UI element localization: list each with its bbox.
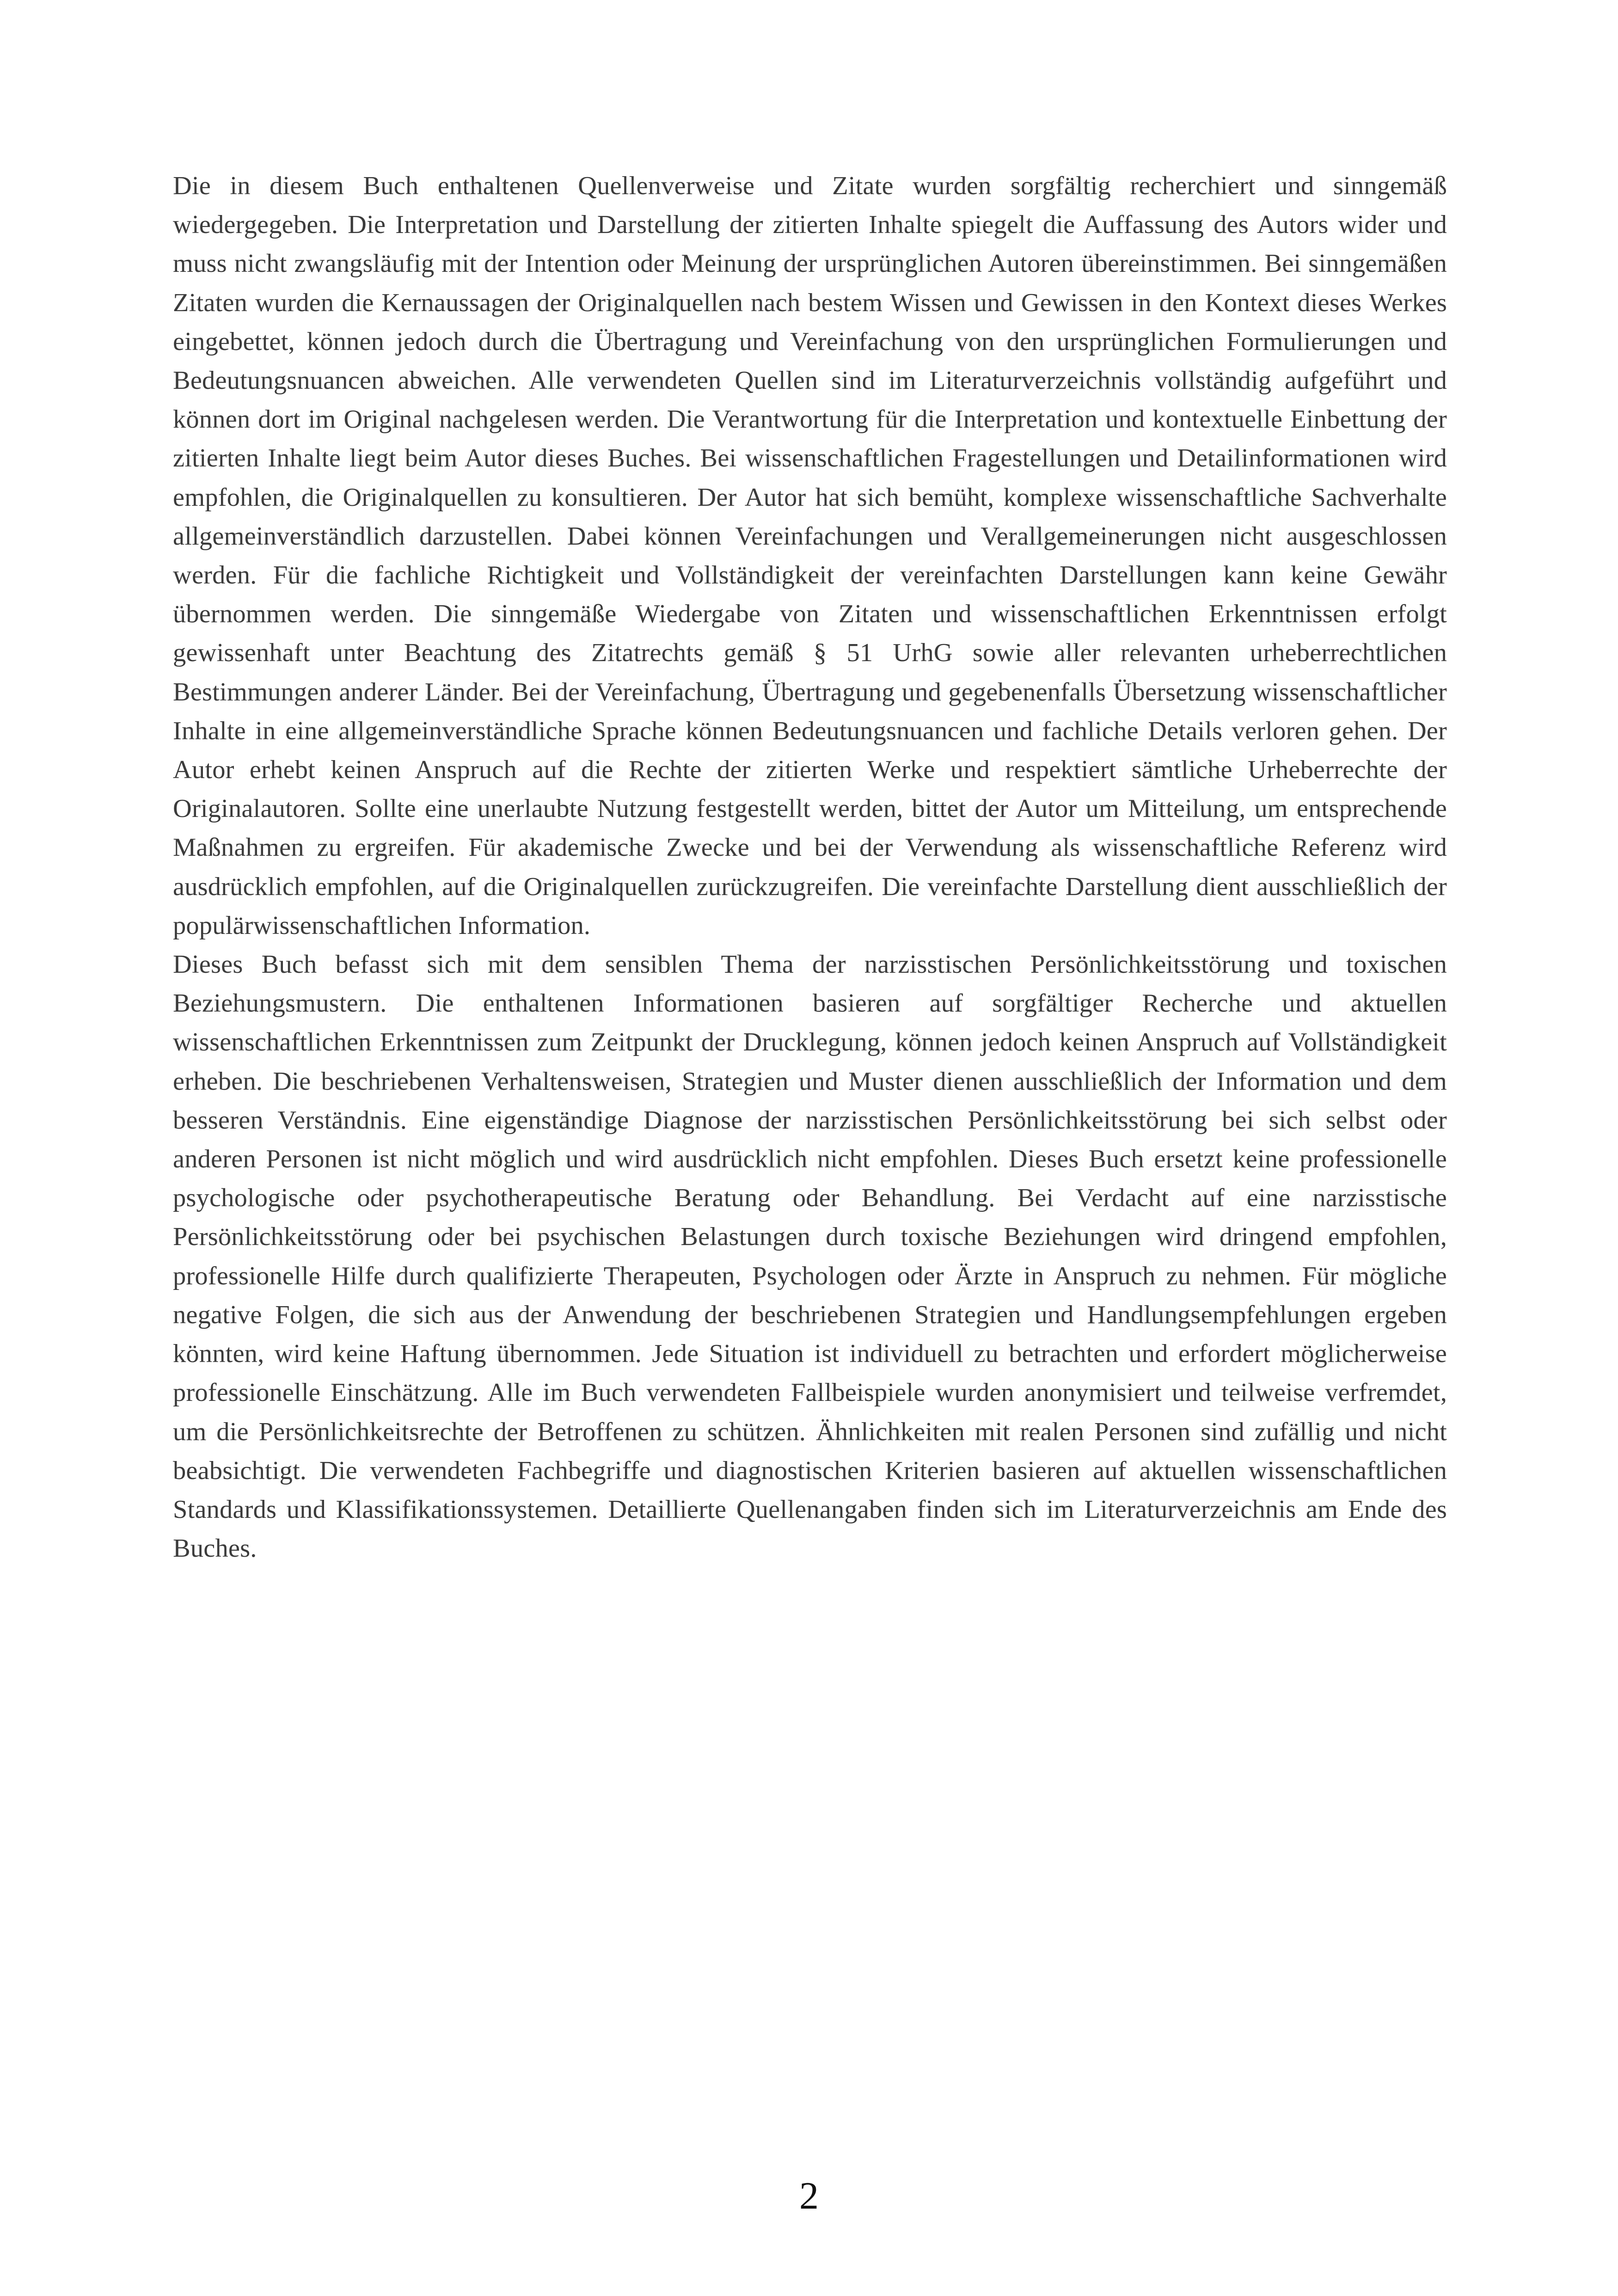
body-text (173, 166, 1447, 1568)
page-number: 2 (799, 2174, 819, 2217)
paragraph-sources-disclaimer: Die in diesem Buch enthaltenen Quellenverweise und Zitate wurden sorgfältig recherchiert und sinngemäß wiedergegeben. Die Interpretation und Darstellung der zitierten Inhalte spiegelt die Auffassung des Autors wider und muss nicht zwangsläufig mit der Intention oder Meinung der ursprünglichen Autoren übereinstimmen. Bei sinngemäßen Zitaten wurden die Kernaussagen der Originalquellen nach bestem Wissen und Gewissen in den Kontext dieses Werkes eingebettet, können jedoch durch die Übertragung und Vereinfachung von den ursprünglichen Formulierungen und Bedeutungsnuancen abweichen. Alle verwendeten Quellen sind im Literaturverzeichnis vollständig aufgeführt und können dort im Original nachgelesen werden. Die Verantwortung für die Interpretation und kontextuelle Einbettung der zitierten Inhalte liegt beim Autor dieses Buches. Bei wissenschaftlichen Fragestellungen und Detailinformationen wird empfohlen, die Originalquellen zu konsultieren. Der Autor hat sich bemüht, komplexe wissenschaftliche Sachverhalte allgemeinverständlich darzustellen. Dabei können Vereinfachungen und Verallgemeinerungen nicht ausgeschlossen werden. Für die fachliche Richtigkeit und Vollständigkeit der vereinfachten Darstellungen kann keine Gewähr übernommen werden. Die sinngemäße Wiedergabe von Zitaten und wissenschaftlichen Erkenntnissen erfolgt gewissenhaft unter Beachtung des Zitatrechts gemäß § 51 UrhG sowie aller relevanten urheberrechtlichen Bestimmungen anderer Länder. Bei der Vereinfachung, Übertragung und gegebenenfalls Übersetzung wissenschaftlicher Inhalte in eine allgemeinverständliche Sprache können Bedeutungsnuancen und fachliche Details verloren gehen. Der Autor erhebt keinen Anspruch auf die Rechte der zitierten Werke und respektiert sämtliche Urheberrechte der Originalautoren. Sollte eine unerlaubte Nutzung festgestellt werden, bittet der Autor um Mitteilung, um entsprechende Maßnahmen zu ergreifen. Für akademische Zwecke und bei der Verwendung als wissenschaftliche Referenz wird ausdrücklich empfohlen, auf die Originalquellen zurückzugreifen. Die vereinfachte Darstellung dient ausschließlich der populärwissenschaftlichen Information. (173, 172, 1447, 940)
paragraph-health-disclaimer: Dieses Buch befasst sich mit dem sensiblen Thema der narzisstischen Persönlichkeitsstörung und toxischen Beziehungsmustern. Die enthaltenen Informationen basieren auf sorgfältiger Recherche und aktuellen wissenschaftlichen Erkenntnissen zum Zeitpunkt der Drucklegung, können jedoch keinen Anspruch auf Vollständigkeit erheben. Die beschriebenen Verhaltensweisen, Strategien und Muster dienen ausschließlich der Information und dem besseren Verständnis. Eine eigenständige Diagnose der narzisstischen Persönlichkeitsstörung bei sich selbst oder anderen Personen ist nicht möglich und wird ausdrücklich nicht empfohlen. Dieses Buch ersetzt keine professionelle psychologische oder psychotherapeutische Beratung oder Behandlung. Bei Verdacht auf eine narzisstische Persönlichkeitsstörung oder bei psychischen Belastungen durch toxische Beziehungen wird dringend empfohlen, professionelle Hilfe durch qualifizierte Therapeuten, Psychologen oder Ärzte in Anspruch zu nehmen. Für mögliche negative Folgen, die sich aus der Anwendung der beschriebenen Strategien und Handlungsempfehlungen ergeben könnten, wird keine Haftung übernommen. Jede Situation ist individuell zu betrachten und erfordert möglicherweise professionelle Einschätzung. Alle im Buch verwendeten Fallbeispiele wurden anonymisiert und teilweise verfremdet, um die Persönlichkeitsrechte der Betroffenen zu schützen. Ähnlichkeiten mit realen Personen sind zufällig und nicht beabsichtigt. Die verwendeten Fachbegriffe und diagnostischen Kriterien basieren auf aktuellen wissenschaftlichen Standards und Klassifikationssystemen. Detaillierte Quellenangaben finden sich im Literaturverzeichnis am Ende des Buches. (173, 950, 1447, 1563)
